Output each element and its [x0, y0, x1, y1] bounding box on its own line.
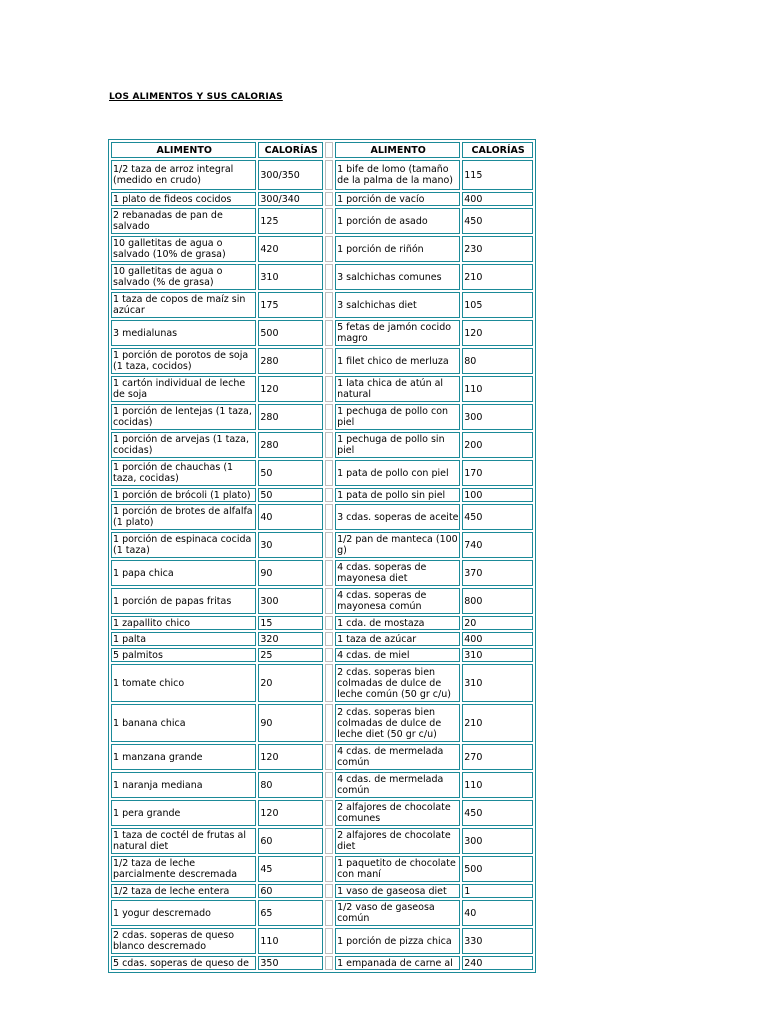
column-spacer [325, 192, 333, 206]
calories-cell-left: 320 [258, 632, 323, 646]
calories-cell-left: 420 [258, 236, 323, 262]
food-cell-right: 3 cdas. soperas de aceite [335, 504, 460, 530]
calories-cell-right: 300 [462, 404, 533, 430]
column-spacer [325, 348, 333, 374]
food-cell-left: 1 porción de brócoli (1 plato) [111, 488, 256, 502]
table-row [111, 236, 533, 262]
food-cell-left: 1 porción de lentejas (1 taza, cocidas) [111, 404, 256, 430]
calories-cell-right: 100 [462, 488, 533, 502]
table-row [111, 800, 533, 826]
food-cell-left: 1 porción de arvejas (1 taza, cocidas) [111, 432, 256, 458]
table-row [111, 884, 533, 898]
calories-cell-right: 270 [462, 744, 533, 770]
food-cell-left: 1 porción de chauchas (1 taza, cocidas) [111, 460, 256, 486]
calories-cell-right: 110 [462, 376, 533, 402]
calories-cell-right: 1 [462, 884, 533, 898]
calories-cell-right: 170 [462, 460, 533, 486]
calories-cell-left: 40 [258, 504, 323, 530]
food-cell-left: 5 cdas. soperas de queso de [111, 956, 256, 970]
calories-cell-right: 210 [462, 264, 533, 290]
column-spacer [325, 264, 333, 290]
calories-cell-left: 50 [258, 460, 323, 486]
calories-cell-right: 230 [462, 236, 533, 262]
food-cell-right: 1 cda. de mostaza [335, 616, 460, 630]
calories-cell-right: 120 [462, 320, 533, 346]
food-cell-right: 1/2 pan de manteca (100 g) [335, 532, 460, 558]
calories-cell-left: 25 [258, 648, 323, 662]
column-spacer [325, 632, 333, 646]
page-title: LOS ALIMENTOS Y SUS CALORIAS [109, 92, 283, 102]
calories-cell-left: 120 [258, 800, 323, 826]
food-cell-right: 1 pata de pollo con piel [335, 460, 460, 486]
column-spacer [325, 236, 333, 262]
food-cell-right: 1 taza de azúcar [335, 632, 460, 646]
column-spacer [325, 376, 333, 402]
food-cell-right: 1 empanada de carne al [335, 956, 460, 970]
header-alimento: ALIMENTO [111, 142, 256, 158]
calories-cell-right: 310 [462, 648, 533, 662]
food-cell-right: 1 vaso de gaseosa diet [335, 884, 460, 898]
food-cell-left: 1 porción de papas fritas [111, 588, 256, 614]
food-cell-right: 1 porción de asado [335, 208, 460, 234]
food-cell-left: 1 porción de espinaca cocida (1 taza) [111, 532, 256, 558]
table-row [111, 900, 533, 926]
calories-cell-left: 280 [258, 432, 323, 458]
calories-cell-left: 45 [258, 856, 323, 882]
header-calorias: CALORÍAS [258, 142, 323, 158]
calories-cell-right: 500 [462, 856, 533, 882]
calories-cell-right: 210 [462, 704, 533, 742]
food-cell-right: 3 salchichas diet [335, 292, 460, 318]
column-spacer [325, 928, 333, 954]
food-cell-right: 4 cdas. soperas de mayonesa diet [335, 560, 460, 586]
column-spacer [325, 160, 333, 190]
food-cell-left: 1 naranja mediana [111, 772, 256, 798]
calories-cell-left: 15 [258, 616, 323, 630]
food-cell-right: 1 porción de vacío [335, 192, 460, 206]
calories-cell-left: 125 [258, 208, 323, 234]
table-row [111, 648, 533, 662]
food-cell-right: 1 filet chico de merluza [335, 348, 460, 374]
table-row [111, 928, 533, 954]
food-cell-left: 1 papa chica [111, 560, 256, 586]
food-cell-right: 2 cdas. soperas bien colmadas de dulce de leche diet (50 gr c/u) [335, 704, 460, 742]
table-row [111, 828, 533, 854]
calories-cell-left: 300/340 [258, 192, 323, 206]
food-cell-right: 4 cdas. de miel [335, 648, 460, 662]
column-spacer [325, 616, 333, 630]
table-row [111, 404, 533, 430]
food-cell-right: 2 alfajores de chocolate comunes [335, 800, 460, 826]
food-cell-left: 2 cdas. soperas de queso blanco descremado [111, 928, 256, 954]
table-row [111, 432, 533, 458]
table-row [111, 856, 533, 882]
column-spacer [325, 884, 333, 898]
calories-cell-right: 240 [462, 956, 533, 970]
column-spacer [325, 856, 333, 882]
calories-cell-right: 740 [462, 532, 533, 558]
table-row [111, 704, 533, 742]
column-spacer [325, 956, 333, 970]
calories-cell-right: 105 [462, 292, 533, 318]
food-cell-left: 1/2 taza de arroz integral (medido en crudo) [111, 160, 256, 190]
food-cell-left: 1 taza de copos de maíz sin azúcar [111, 292, 256, 318]
food-cell-right: 1 porción de pizza chica [335, 928, 460, 954]
calories-cell-left: 500 [258, 320, 323, 346]
calories-cell-left: 175 [258, 292, 323, 318]
food-cell-left: 1 palta [111, 632, 256, 646]
table-row [111, 208, 533, 234]
food-cell-right: 1 porción de riñón [335, 236, 460, 262]
table-row [111, 460, 533, 486]
food-cell-right: 3 salchichas comunes [335, 264, 460, 290]
calories-cell-right: 450 [462, 800, 533, 826]
calories-cell-left: 120 [258, 376, 323, 402]
food-cell-left: 2 rebanadas de pan de salvado [111, 208, 256, 234]
food-cell-left: 1 manzana grande [111, 744, 256, 770]
calories-cell-right: 40 [462, 900, 533, 926]
column-spacer [325, 800, 333, 826]
calories-cell-left: 280 [258, 348, 323, 374]
table-row [111, 772, 533, 798]
food-cell-left: 1 cartón individual de leche de soja [111, 376, 256, 402]
food-cell-left: 1 porción de porotos de soja (1 taza, cocidos) [111, 348, 256, 374]
food-cell-left: 1 zapallito chico [111, 616, 256, 630]
column-spacer [325, 504, 333, 530]
column-spacer [325, 704, 333, 742]
table-row [111, 160, 533, 190]
table-row [111, 292, 533, 318]
column-spacer [325, 664, 333, 702]
food-cell-right: 1/2 vaso de gaseosa común [335, 900, 460, 926]
table-row [111, 956, 533, 970]
food-cell-right: 1 lata chica de atún al natural [335, 376, 460, 402]
column-spacer [325, 460, 333, 486]
food-cell-left: 1/2 taza de leche parcialmente descremada [111, 856, 256, 882]
table-row [111, 744, 533, 770]
calories-cell-right: 450 [462, 504, 533, 530]
calories-table [108, 139, 536, 973]
food-cell-right: 1 paquetito de chocolate con maní [335, 856, 460, 882]
table-row [111, 376, 533, 402]
calories-cell-right: 310 [462, 664, 533, 702]
column-spacer [325, 828, 333, 854]
table-row [111, 320, 533, 346]
food-cell-right: 4 cdas. de mermelada común [335, 772, 460, 798]
calories-cell-right: 450 [462, 208, 533, 234]
calories-cell-left: 280 [258, 404, 323, 430]
table-row [111, 348, 533, 374]
table-row [111, 560, 533, 586]
food-cell-right: 1 bife de lomo (tamaño de la palma de la mano) [335, 160, 460, 190]
calories-cell-left: 30 [258, 532, 323, 558]
table-row [111, 588, 533, 614]
table-row [111, 632, 533, 646]
calories-cell-right: 80 [462, 348, 533, 374]
calories-cell-right: 330 [462, 928, 533, 954]
calories-cell-right: 370 [462, 560, 533, 586]
calories-cell-left: 110 [258, 928, 323, 954]
food-cell-left: 1 porción de brotes de alfalfa (1 plato) [111, 504, 256, 530]
column-spacer [325, 772, 333, 798]
column-spacer [325, 560, 333, 586]
food-cell-left: 1 taza de coctél de frutas al natural diet [111, 828, 256, 854]
calories-cell-left: 90 [258, 704, 323, 742]
food-cell-left: 1/2 taza de leche entera [111, 884, 256, 898]
food-cell-right: 4 cdas. de mermelada común [335, 744, 460, 770]
calories-cell-left: 120 [258, 744, 323, 770]
calories-cell-left: 60 [258, 828, 323, 854]
calories-cell-right: 20 [462, 616, 533, 630]
food-cell-right: 1 pechuga de pollo sin piel [335, 432, 460, 458]
calories-cell-left: 60 [258, 884, 323, 898]
calories-cell-left: 300/350 [258, 160, 323, 190]
table-header-row [111, 142, 533, 158]
column-spacer [325, 588, 333, 614]
calories-cell-right: 200 [462, 432, 533, 458]
food-cell-right: 5 fetas de jamón cocido magro [335, 320, 460, 346]
food-cell-left: 10 galletitas de agua o salvado (10% de grasa) [111, 236, 256, 262]
column-spacer [325, 320, 333, 346]
calories-cell-right: 800 [462, 588, 533, 614]
food-cell-right: 2 alfajores de chocolate diet [335, 828, 460, 854]
food-cell-right: 4 cdas. soperas de mayonesa común [335, 588, 460, 614]
column-spacer [325, 404, 333, 430]
food-cell-left: 1 banana chica [111, 704, 256, 742]
table-row [111, 488, 533, 502]
column-spacer [325, 292, 333, 318]
column-spacer [325, 208, 333, 234]
calories-cell-left: 300 [258, 588, 323, 614]
calories-cell-right: 400 [462, 192, 533, 206]
table-row [111, 192, 533, 206]
food-cell-left: 1 pera grande [111, 800, 256, 826]
food-cell-left: 5 palmitos [111, 648, 256, 662]
food-cell-left: 1 tomate chico [111, 664, 256, 702]
column-spacer [325, 648, 333, 662]
food-cell-right: 2 cdas. soperas bien colmadas de dulce de leche común (50 gr c/u) [335, 664, 460, 702]
food-cell-left: 1 plato de fideos cocidos [111, 192, 256, 206]
header-calorias: CALORÍAS [462, 142, 533, 158]
column-spacer [325, 532, 333, 558]
calories-cell-left: 80 [258, 772, 323, 798]
table-row [111, 264, 533, 290]
column-spacer [325, 744, 333, 770]
calories-cell-left: 20 [258, 664, 323, 702]
calories-cell-left: 50 [258, 488, 323, 502]
table-row [111, 504, 533, 530]
table-row [111, 664, 533, 702]
food-cell-left: 1 yogur descremado [111, 900, 256, 926]
column-spacer [325, 488, 333, 502]
calories-cell-left: 65 [258, 900, 323, 926]
food-cell-left: 3 medialunas [111, 320, 256, 346]
column-spacer [325, 432, 333, 458]
calories-cell-left: 350 [258, 956, 323, 970]
food-cell-left: 10 galletitas de agua o salvado (% de grasa) [111, 264, 256, 290]
header-alimento: ALIMENTO [335, 142, 460, 158]
calories-cell-right: 115 [462, 160, 533, 190]
table-row [111, 532, 533, 558]
column-spacer [325, 142, 333, 158]
column-spacer [325, 900, 333, 926]
food-cell-right: 1 pechuga de pollo con piel [335, 404, 460, 430]
table-row [111, 616, 533, 630]
calories-cell-right: 110 [462, 772, 533, 798]
calories-cell-left: 310 [258, 264, 323, 290]
calories-cell-left: 90 [258, 560, 323, 586]
calories-cell-right: 400 [462, 632, 533, 646]
food-cell-right: 1 pata de pollo sin piel [335, 488, 460, 502]
calories-cell-right: 300 [462, 828, 533, 854]
